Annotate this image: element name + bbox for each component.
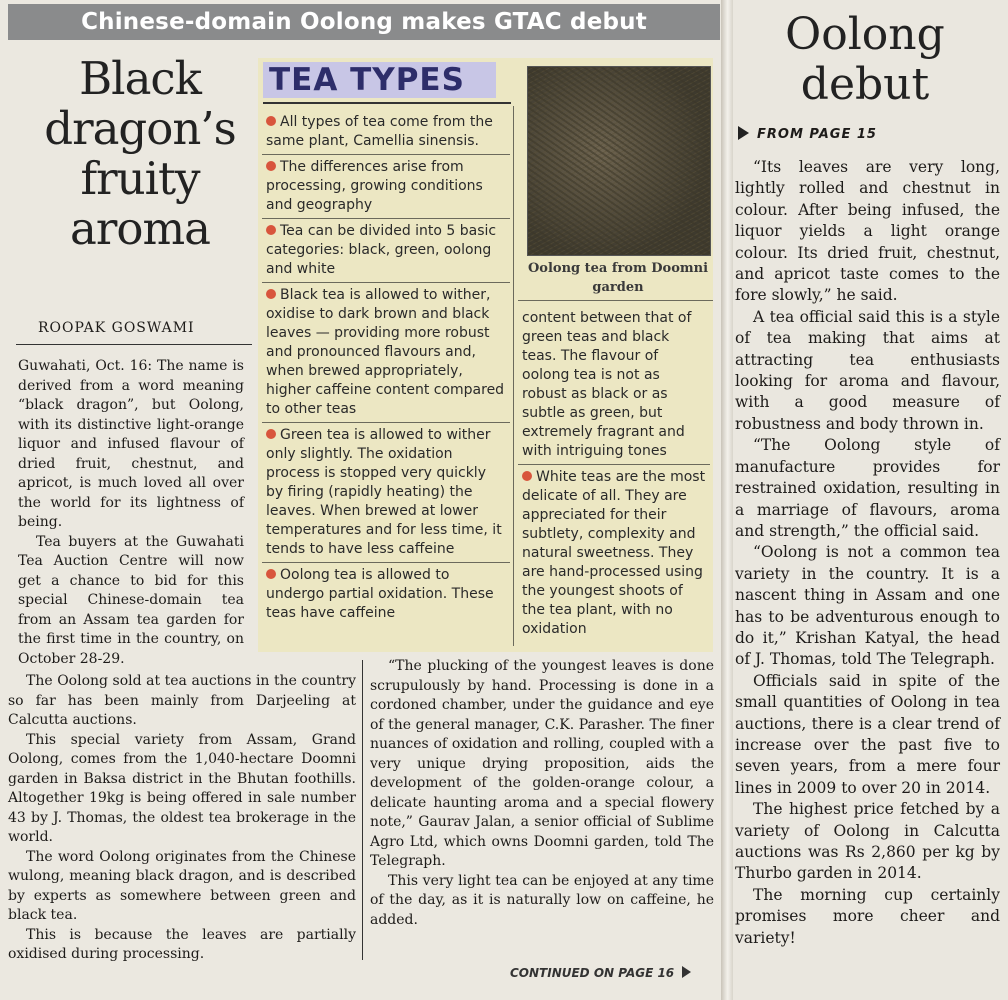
from-page-label: FROM PAGE 15 — [757, 127, 877, 142]
fact-text: White teas are the most delicate of all. They are appreciated for their subtlety, complexity and natural sweetness. They are hand-processed using the youngest shoots of the tea plant, with no oxidation — [522, 469, 706, 637]
bullet-icon — [266, 161, 276, 171]
right-article-column — [735, 157, 1000, 992]
fact-text: content between that of green teas and black teas. The flavour of oolong tea is not as robust as black or as subtle as green, but extremely fragrant and with intriguing tones — [522, 310, 692, 459]
tea-types-title: TEA TYPES — [263, 62, 496, 98]
headline-line: debut — [800, 59, 930, 110]
fact-item — [262, 563, 510, 626]
fact-text: Green tea is allowed to wither only slightly. The oxidation process is stopped very quickly by firing (rapidly heating) the leaves. When brewed at lower temperatures and for less time, it tends to have less caffeine — [266, 427, 502, 557]
page-fold — [721, 0, 733, 1000]
paragraph: The Oolong sold at tea auctions in the country so far has been mainly from Darjeeling at Calcutta auctions. — [8, 673, 356, 728]
box-column-divider — [513, 106, 514, 646]
article-column-3 — [370, 657, 714, 962]
paragraph: This is because the leaves are partially oxidised during processing. — [8, 926, 356, 962]
right-headline — [745, 10, 985, 110]
fact-text: Oolong tea is allowed to undergo partial oxidation. These teas have caffeine — [266, 567, 494, 621]
fact-text: Tea can be divided into 5 basic categories: black, green, oolong and white — [266, 223, 497, 277]
byline-rule — [16, 344, 252, 345]
bullet-icon — [266, 289, 276, 299]
headline-line: dragon’s — [44, 102, 236, 155]
continued-line — [510, 966, 691, 980]
article-column-1 — [18, 357, 244, 667]
paragraph: The word Oolong originates from the Chinese wulong, meaning black dragon, and is described by experts as somewhere between green and black tea. — [8, 848, 356, 923]
fact-item — [262, 155, 510, 219]
continued-label: CONTINUED ON PAGE 16 — [510, 966, 675, 980]
bullet-icon — [522, 471, 532, 481]
tea-types-column-1 — [262, 110, 510, 626]
fact-item — [262, 110, 510, 155]
tea-types-column-2 — [518, 306, 710, 642]
title-rule — [263, 102, 511, 104]
paragraph: Guwahati, Oct. 16: The name is derived from a word meaning “black dragon”, but Oolong, with its distinctive light-orange liquor and infused flavour of dried fruit, chestnut, and apricot, is much loved all over the world for its lightness of being. — [18, 358, 244, 530]
paragraph: The morning cup certainly promises more cheer and variety! — [735, 885, 1000, 947]
paragraph: “The plucking of the youngest leaves is done scrupulously by hand. Processing is done in a cordoned chamber, under the guidance and eye of the general manager, C.K. Parasher. The finer nuances of oxidation and rolling, coupled with a very unique drying proposition, aids the development of the golden-orange colour, a delicate haunting aroma and a special flowery note,” Gaurav Jalan, a senior official of Sublime Agro Ltd, which owns Doomni garden, told The Telegraph. — [370, 658, 714, 869]
from-page-line — [738, 126, 877, 142]
headline-line: Black — [79, 52, 201, 105]
headline-line: Oolong — [785, 9, 945, 60]
photo-caption: Oolong tea from Doomni garden — [527, 261, 709, 295]
paragraph: “Its leaves are very long, lightly rolled and chestnut in colour. After being infused, the liquor yields a light orange colour. Its dried fruit, chestnut, and apricot taste comes to the fore slowly,” he said. — [735, 158, 1000, 305]
fact-text: Black tea is allowed to wither, oxidise to dark brown and black leaves — providing more robust and pronounced flavours and, when brewed appropriately, higher caffeine content compared to other teas — [266, 287, 505, 417]
fact-item — [262, 423, 510, 563]
article-column-2 — [8, 672, 356, 992]
paragraph: The highest price fetched by a variety of Oolong in Calcutta auctions was Rs 2,860 per kg by Thurbo garden in 2014. — [735, 800, 1000, 883]
main-headline — [30, 54, 250, 254]
bullet-icon — [266, 225, 276, 235]
paragraph: This special variety from Assam, Grand Oolong, comes from the 1,040-hectare Doomni garden in Baksa district in the Bhutan foothills. Altogether 19kg is being offered in sale number 43 by J. Thomas, the oldest tea brokerage in the world. — [8, 731, 356, 845]
byline: ROOPAK GOSWAMI — [38, 320, 195, 336]
fact-item — [518, 465, 710, 642]
bullet-icon — [266, 429, 276, 439]
paragraph: A tea official said this is a style of tea making that aims at attracting tea enthusiasts looking for aroma and flavour, with a good measure of robustness and body thrown in. — [735, 307, 1000, 433]
column-rule — [362, 660, 363, 960]
paragraph: “The Oolong style of manufacture provides for restrained oxidation, resulting in a marriage of flavours, aroma and strength,” the official said. — [735, 436, 1000, 540]
fact-text: All types of tea come from the same plant, Camellia sinensis. — [266, 114, 493, 149]
bullet-icon — [266, 569, 276, 579]
fact-item — [262, 219, 510, 283]
caption-rule — [518, 300, 713, 301]
fact-item — [518, 306, 710, 465]
headline-line: aroma — [70, 202, 210, 255]
paragraph: Tea buyers at the Guwahati Tea Auction Centre will now get a chance to bid for this special Chinese-domain tea from an Assam tea garden for the first time in the country, on October 28-29. — [18, 533, 244, 667]
arrow-right-icon — [682, 966, 691, 978]
bullet-icon — [266, 116, 276, 126]
arrow-right-icon — [738, 126, 749, 140]
fact-text: The differences arise from processing, growing conditions and geography — [266, 159, 483, 213]
fact-item — [262, 283, 510, 423]
banner-headline: Chinese-domain Oolong makes GTAC debut — [8, 4, 720, 40]
paragraph: This very light tea can be enjoyed at any time of the day, as it is naturally low on caffeine, he added. — [370, 872, 714, 928]
paragraph: “Oolong is not a common tea variety in the country. It is a nascent thing in Assam and one has to be adventurous enough to do it,” Krishan Katyal, the head of J. Thomas, told The Telegraph. — [735, 543, 1000, 669]
oolong-tea-photo — [527, 66, 711, 256]
headline-line: fruity — [80, 152, 200, 205]
paragraph: Officials said in spite of the small quantities of Oolong in tea auctions, there is a clear trend of increase over the past five to seven years, from a mere four lines in 2009 to over 20 in 2014. — [735, 671, 1000, 797]
